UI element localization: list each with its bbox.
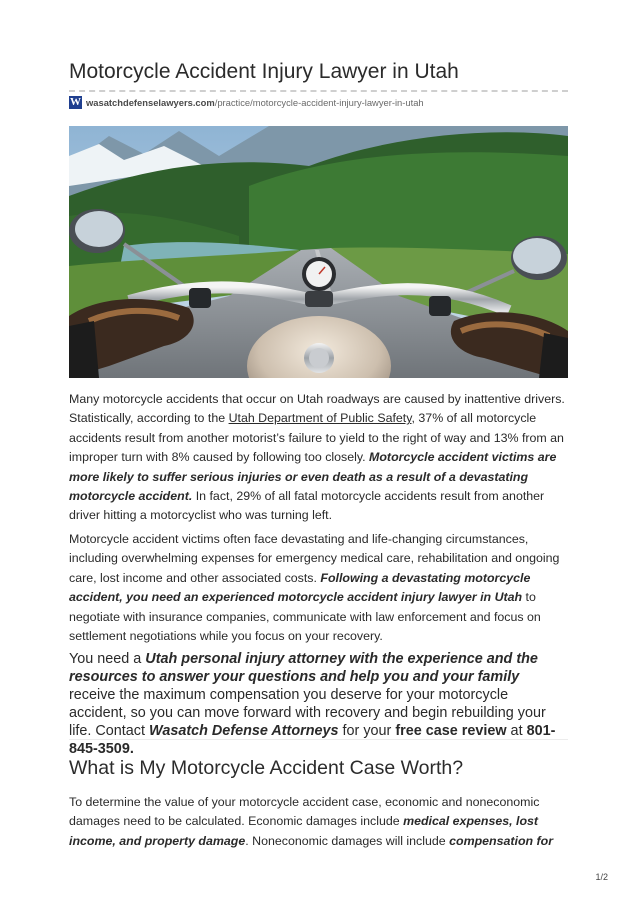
source-path: /practice/motorcycle-accident-injury-lawyer-in-utah [214,96,424,108]
p1-bold: Motorcycle accident victims are more likely to suffer serious injuries or even death as a result of a devastating motorcycle accident. [69,450,557,504]
p3-text-1: You need a [69,651,146,667]
p3-free-review: free case review [395,723,507,739]
p1-text-1: Many motorcycle accidents that occur on Utah roadways are caused by inattentive drivers. Statistically, according to the [69,392,565,426]
p3-phone-number[interactable]: 801-845-3509. [69,723,556,757]
p1-text-2: , 37% of all motorcycle accidents result from another motorist’s failure to yield to the right of way and 13% from an improper turn with 8% caused by following too closely. [69,411,564,465]
p3-text-3: for your [338,723,396,739]
section-divider [69,739,568,740]
site-logo-icon: W [70,96,81,108]
section-heading: What is My Motorcycle Accident Case Worth? [69,757,464,779]
p3-bold-1: Utah personal injury attorney with the experience and the resources to answer your questions and help you and your family [69,651,538,685]
page-number: 1/2 [595,872,608,882]
source-line [69,95,424,109]
title-divider [69,90,568,92]
p4-bold-1: medical expenses, lost income, and property damage [69,814,539,848]
paragraph-call-to-action [69,650,568,758]
paragraph-victims [69,530,568,646]
p2-text-2: to negotiate with insurance companies, communicate with law enforcement and focus on settlement negotiations while you focus on your recovery. [69,590,541,644]
p4-text-2: . Noneconomic damages will include [245,833,450,848]
hero-image [69,126,568,378]
paragraph-statistics [69,390,568,526]
p2-bold: Following a devastating motorcycle accident, you need an experienced motorcycle accident injury lawyer in Utah [69,570,531,605]
utah-dps-link[interactable]: Utah Department of Public Safety [228,411,412,426]
source-url[interactable] [86,97,424,108]
paragraph-damages [69,793,568,851]
p2-text-1: Motorcycle accident victims often face devastating and life-changing circumstances, including overwhelming expenses for emergency medical care, rehabilitation and ongoing care, lost income and other associated costs. [69,532,560,585]
page-title: Motorcycle Accident Injury Lawyer in Utah [69,60,459,83]
p3-text-2: receive the maximum compensation you deserve for your motorcycle accident, so you can move forward with recovery and begin rebuilding your life. Contact [69,687,546,739]
source-domain: wasatchdefenselawyers.com [86,96,215,108]
p1-text-3: In fact, 29% of all fatal motorcycle accidents result from another driver hitting a motorcyclist who was turning left. [69,489,545,523]
p3-firm-name: Wasatch Defense Attorneys [149,723,339,739]
p4-text-1: To determine the value of your motorcycle accident case, economic and noneconomic damages need to be calculated. Economic damages include [69,795,540,829]
p4-bold-2: compensation for [449,833,554,848]
p3-text-4: at [506,723,527,739]
